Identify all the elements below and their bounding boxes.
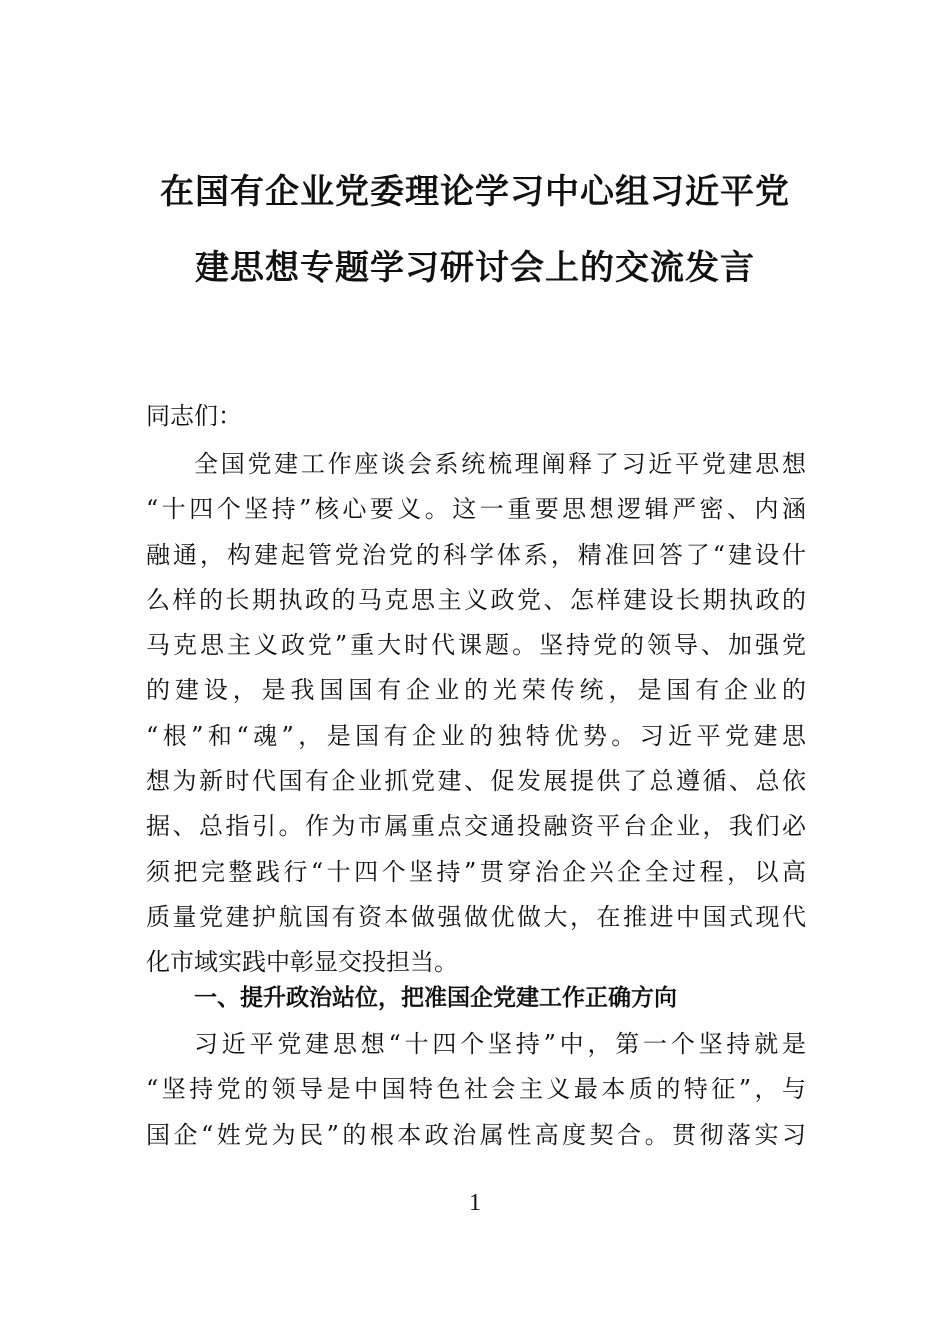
paragraph-line: 化市域实践中彰显交投担当。 <box>146 948 458 977</box>
paragraph-line: 国企“姓党为民”的根本政治属性高度契合。贯彻落实习 <box>146 1120 806 1149</box>
paragraph-line: 质量党建护航国有资本做强做优做大，在推进中国式现代 <box>146 902 806 931</box>
section-heading-1: 一、提升政治站位，把准国企党建工作正确方向 <box>194 985 677 1011</box>
paragraph-line: 据、总指引。作为市属重点交通投融资平台企业，我们必 <box>146 812 806 841</box>
paragraph-line: 习近平党建思想“十四个坚持”中，第一个坚持就是 <box>194 1030 806 1058</box>
document-title-line-1: 在国有企业党委理论学习中心组习近平党 <box>160 172 790 212</box>
paragraph-line: 全国党建工作座谈会系统梳理阐释了习近平党建思想 <box>194 450 806 478</box>
paragraph-line: 的建设，是我国国有企业的光荣传统，是国有企业的 <box>146 676 806 705</box>
paragraph-2 <box>146 1022 806 1158</box>
paragraph-line: 马克思主义政党”重大时代课题。坚持党的领导、加强党 <box>146 631 806 660</box>
paragraph-line: 融通，构建起管党治党的科学体系，精准回答了“建设什 <box>146 540 806 569</box>
paragraph-1 <box>146 442 806 986</box>
document-title-line-2: 建思想专题学习研讨会上的交流发言 <box>195 248 755 288</box>
paragraph-line: 么样的长期执政的马克思主义政党、怎样建设长期执政的 <box>146 585 806 614</box>
paragraph-line: 须把完整践行“十四个坚持”贯穿治企兴企全过程，以高 <box>146 857 806 886</box>
paragraph-line: “根”和“魂”，是国有企业的独特优势。习近平党建思 <box>146 721 806 750</box>
paragraph-line: “十四个坚持”核心要义。这一重要思想逻辑严密、内涵 <box>146 495 806 524</box>
salutation: 同志们： <box>146 402 242 430</box>
paragraph-line: “坚持党的领导是中国特色社会主义最本质的特征”，与 <box>146 1075 806 1104</box>
paragraph-line: 想为新时代国有企业抓党建、促发展提供了总遵循、总依 <box>146 767 806 796</box>
page-number: 1 <box>469 1190 481 1216</box>
